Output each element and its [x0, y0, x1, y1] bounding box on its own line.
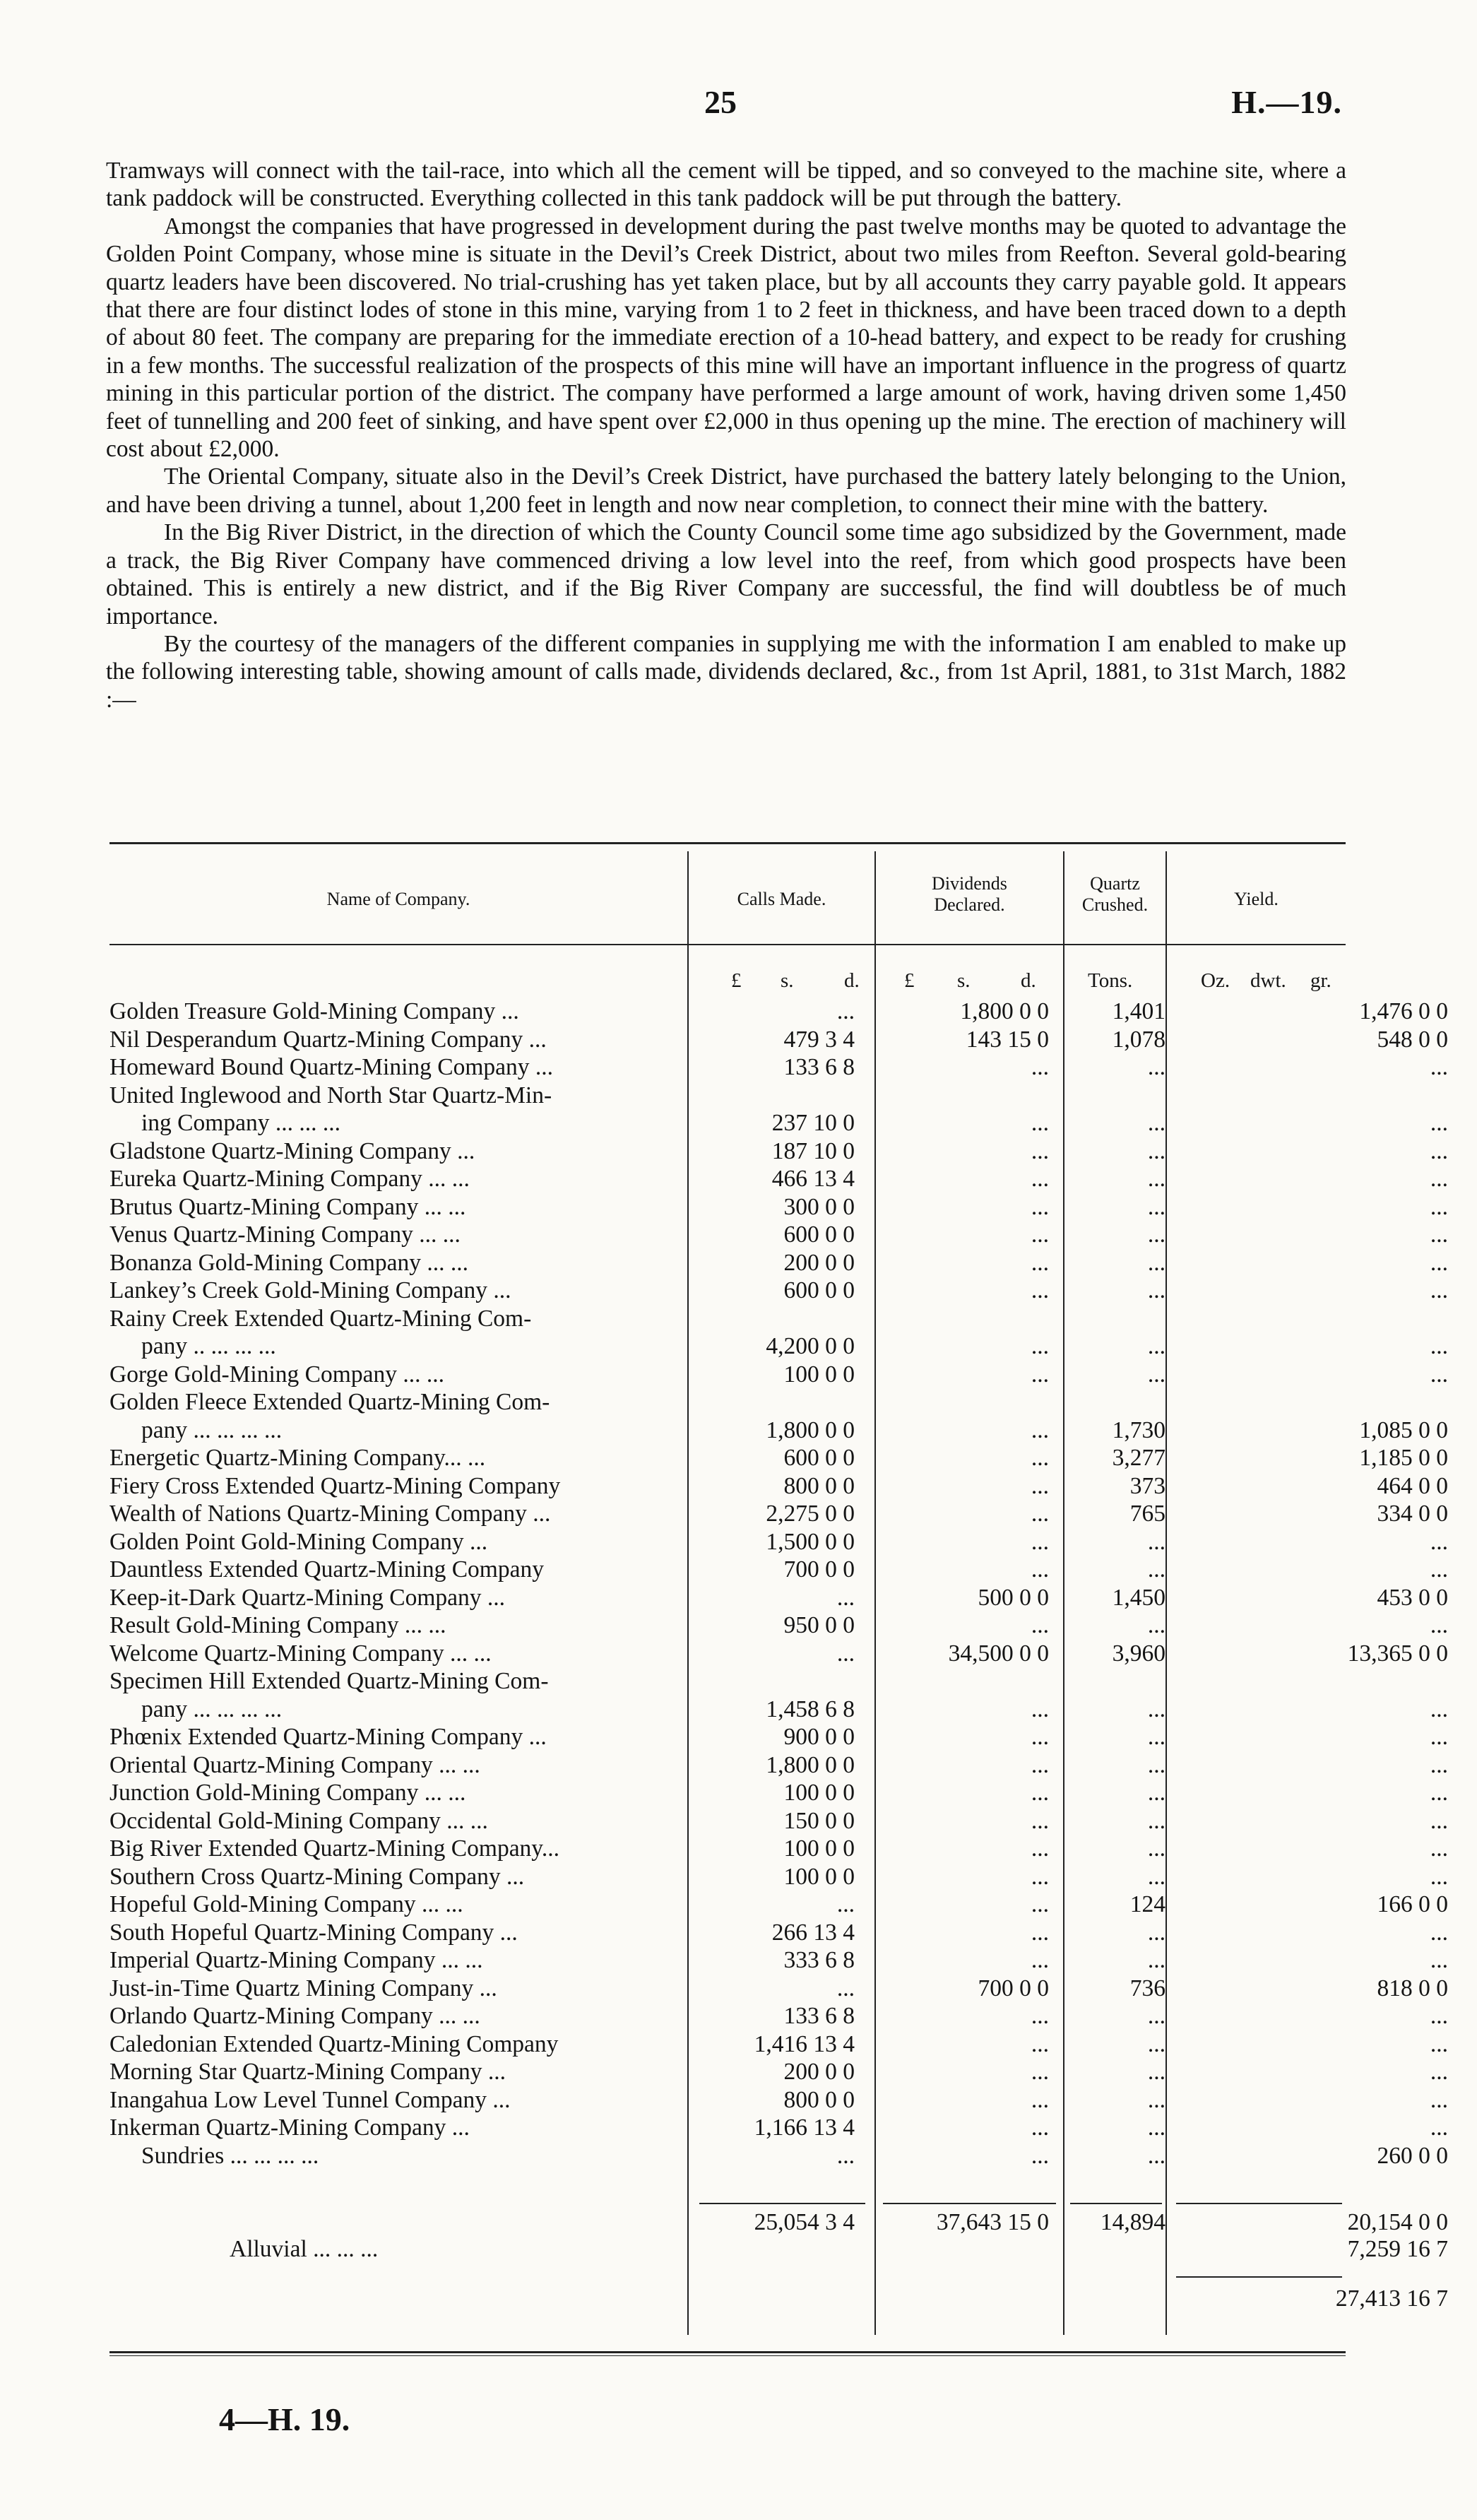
table-row — [109, 1277, 1448, 1305]
company-name: South Hopeful Quartz-Mining Company ... — [109, 1919, 518, 1946]
quartz-cell: ... — [1147, 1137, 1165, 1164]
total-yield: 20,154 0 0 — [1347, 2209, 1448, 2235]
table-row — [109, 1082, 1346, 1110]
table-row — [109, 1891, 1448, 1919]
yield-cell: ... — [1430, 2030, 1448, 2057]
table-header-rule — [109, 944, 1346, 945]
table-row — [109, 1109, 1448, 1137]
company-name: Imperial Quartz-Mining Company ... ... — [109, 1947, 483, 1973]
paragraph: By the courtesy of the managers of the different companies in supplying me with the information I am enabled to make up the following interesting table, showing amount of calls made, dividends declared, &c., from 1st April, 1881, to 31st March, 1882 :— — [106, 630, 1346, 713]
company-name: Eureka Quartz-Mining Company ... ... — [109, 1166, 470, 1192]
yield-cell: 1,476 0 0 — [1359, 998, 1448, 1024]
dividends-cell: 34,500 0 0 — [948, 1640, 1049, 1667]
company-name: pany ... ... ... ... — [141, 1696, 283, 1722]
table-row — [109, 2114, 1448, 2142]
paragraph: Tramways will connect with the tail-race, into which all the cement will be tipped, and so conveyed to the machine site, where a tank paddock will be constructed. Everything collected in this tank paddock will be put through the battery. — [106, 158, 1346, 212]
dividends-cell: 700 0 0 — [978, 1975, 1049, 2001]
calls-cell: 479 3 4 — [783, 1026, 855, 1053]
company-name: Golden Fleece Extended Quartz-Mining Com- — [109, 1389, 550, 1415]
yield-cell: 548 0 0 — [1377, 1026, 1448, 1053]
table-row — [109, 1528, 1448, 1556]
calls-cell: 133 6 8 — [783, 1054, 855, 1080]
dividends-cell: ... — [1031, 1166, 1049, 1192]
calls-cell: 700 0 0 — [783, 1556, 855, 1583]
unit-yield-oz: Oz. — [1201, 969, 1230, 992]
calls-cell: 100 0 0 — [783, 1835, 855, 1862]
signature-footer: 4—H. 19. — [219, 2401, 350, 2437]
company-name: Brutus Quartz-Mining Company ... ... — [109, 1193, 466, 1220]
yield-cell: ... — [1430, 1333, 1448, 1359]
company-name: Fiery Cross Extended Quartz-Mining Company — [109, 1472, 561, 1499]
table-row — [109, 2030, 1448, 2059]
table-row — [109, 1779, 1448, 1807]
yield-cell: ... — [1430, 1249, 1448, 1276]
yield-cell: ... — [1430, 1780, 1448, 1806]
table-row — [109, 1946, 1448, 1975]
yield-cell: 1,185 0 0 — [1359, 1445, 1448, 1471]
quartz-cell: ... — [1147, 1835, 1165, 1862]
quartz-cell: ... — [1147, 1361, 1165, 1388]
dividends-sum-rule — [883, 2203, 1056, 2204]
header-quartz — [1064, 873, 1165, 916]
quartz-cell: ... — [1147, 1166, 1165, 1192]
table-bottom-rule — [109, 2351, 1346, 2353]
calls-cell: ... — [836, 1891, 855, 1917]
unit-yield-dwt: dwt. — [1250, 969, 1286, 992]
calls-cell: 300 0 0 — [783, 1193, 855, 1220]
yield-cell: ... — [1430, 1528, 1448, 1555]
table-row — [109, 1388, 1346, 1416]
calls-cell: ... — [836, 2142, 855, 2169]
table-row — [109, 1193, 1448, 1221]
table-row — [109, 1584, 1448, 1612]
report-reference: H.—19. — [1231, 84, 1342, 120]
dividends-cell: ... — [1031, 1361, 1049, 1388]
calls-cell: 4,200 0 0 — [766, 1333, 855, 1359]
quartz-cell: ... — [1147, 1724, 1165, 1750]
yield-cell: ... — [1430, 1193, 1448, 1220]
calls-cell: 100 0 0 — [783, 1780, 855, 1806]
company-name: Hopeful Gold-Mining Company ... ... — [109, 1891, 463, 1917]
yield-cell: 1,085 0 0 — [1359, 1416, 1448, 1443]
unit-calls-pence: d. — [844, 969, 860, 992]
calls-cell: ... — [836, 1975, 855, 2001]
company-name: Junction Gold-Mining Company ... ... — [109, 1780, 466, 1806]
dividends-cell: ... — [1031, 1612, 1049, 1638]
quartz-cell: ... — [1147, 1528, 1165, 1555]
quartz-cell: 124 — [1129, 1891, 1165, 1917]
company-name: Rainy Creek Extended Quartz-Mining Com- — [109, 1305, 532, 1332]
yield-cell: ... — [1430, 2003, 1448, 2029]
calls-cell: 200 0 0 — [783, 1249, 855, 1276]
company-name: ing Company ... ... ... — [141, 1110, 340, 1136]
yield-cell: ... — [1430, 1919, 1448, 1946]
quartz-cell: ... — [1147, 1193, 1165, 1220]
yield-cell: ... — [1430, 2086, 1448, 2113]
dividends-cell: ... — [1031, 1724, 1049, 1750]
yield-cell: ... — [1430, 1807, 1448, 1834]
yield-cell: ... — [1430, 1137, 1448, 1164]
dividends-cell: ... — [1031, 1472, 1049, 1499]
yield-cell: 818 0 0 — [1377, 1975, 1448, 2001]
dividends-cell: ... — [1031, 1751, 1049, 1778]
grand-total-row — [109, 2285, 1448, 2313]
company-name: Bonanza Gold-Mining Company ... ... — [109, 1249, 469, 1276]
table-row — [109, 1249, 1448, 1277]
quartz-cell: ... — [1147, 1249, 1165, 1276]
header-yield: Yield. — [1234, 889, 1279, 909]
yield-cell: ... — [1430, 1835, 1448, 1862]
table-row — [109, 1416, 1448, 1445]
table-row — [109, 1919, 1448, 1947]
calls-cell: 1,166 13 4 — [754, 2114, 855, 2141]
quartz-cell: 1,730 — [1112, 1416, 1165, 1443]
company-name: Inkerman Quartz-Mining Company ... — [109, 2114, 470, 2141]
paragraph: The Oriental Company, situate also in the Devil’s Creek District, have purchased the battery lately belonging to the Union, and have been driving a tunnel, about 1,200 feet in length and now near completion, to connect their mine with the battery. — [106, 463, 1346, 518]
company-name: pany .. ... ... ... — [141, 1333, 276, 1359]
table-row — [109, 1667, 1346, 1696]
calls-cell: 100 0 0 — [783, 1361, 855, 1388]
calls-cell: 466 13 4 — [771, 1166, 855, 1192]
company-name: Nil Desperandum Quartz-Mining Company ... — [109, 1026, 547, 1053]
calls-cell: 800 0 0 — [783, 1472, 855, 1499]
calls-cell: 2,275 0 0 — [766, 1501, 855, 1527]
table-row — [109, 1221, 1448, 1249]
company-name: Wealth of Nations Quartz-Mining Company ... — [109, 1501, 551, 1527]
calls-cell: 200 0 0 — [783, 2059, 855, 2085]
yield-cell: ... — [1430, 1947, 1448, 1973]
calls-cell: 1,416 13 4 — [754, 2030, 855, 2057]
table-row — [109, 1053, 1448, 1082]
calls-sum-rule — [699, 2203, 865, 2204]
quartz-cell: 1,450 — [1112, 1584, 1165, 1611]
company-name: Lankey’s Creek Gold-Mining Company ... — [109, 1277, 511, 1303]
dividends-cell: ... — [1031, 1416, 1049, 1443]
company-name: Keep-it-Dark Quartz-Mining Company ... — [109, 1584, 506, 1611]
company-name: Big River Extended Quartz-Mining Company... — [109, 1835, 560, 1862]
company-name: pany ... ... ... ... — [141, 1416, 283, 1443]
yield-cell: 260 0 0 — [1377, 2142, 1448, 2169]
dividends-cell: 143 15 0 — [966, 1026, 1049, 1053]
yield-cell: ... — [1430, 1556, 1448, 1583]
quartz-cell: ... — [1147, 1221, 1165, 1248]
yield-sum-rule — [1176, 2203, 1342, 2204]
dividends-cell: ... — [1031, 1863, 1049, 1890]
yield-cell: ... — [1430, 1696, 1448, 1722]
body-text — [106, 157, 1346, 714]
company-name: Gorge Gold-Mining Company ... ... — [109, 1361, 444, 1388]
company-name: Homeward Bound Quartz-Mining Company ... — [109, 1054, 554, 1080]
quartz-cell: 1,401 — [1112, 998, 1165, 1024]
alluvial-yield: 7,259 16 7 — [1347, 2236, 1448, 2262]
calls-cell: 150 0 0 — [783, 1807, 855, 1834]
dividends-cell: ... — [1031, 1221, 1049, 1248]
dividends-cell: ... — [1031, 1054, 1049, 1080]
table-row — [109, 1556, 1448, 1584]
quartz-cell: ... — [1147, 2003, 1165, 2029]
total-calls: 25,054 3 4 — [754, 2209, 855, 2235]
dividends-cell: ... — [1031, 1110, 1049, 1136]
yield-cell: ... — [1430, 1277, 1448, 1303]
table-row — [109, 2086, 1448, 2114]
table-row — [109, 1611, 1448, 1640]
company-name: Golden Treasure Gold-Mining Company ... — [109, 998, 519, 1024]
company-name: Caledonian Extended Quartz-Mining Company — [109, 2030, 559, 2057]
dividends-cell: ... — [1031, 1193, 1049, 1220]
dividends-cell: ... — [1031, 1277, 1049, 1303]
quartz-cell: ... — [1147, 1947, 1165, 1973]
quartz-cell: ... — [1147, 1054, 1165, 1080]
dividends-cell: ... — [1031, 2114, 1049, 2141]
table-bottom-rule-inner — [109, 2355, 1346, 2356]
company-name: Morning Star Quartz-Mining Company ... — [109, 2059, 506, 2085]
dividends-cell: ... — [1031, 1696, 1049, 1722]
dividends-cell: ... — [1031, 1137, 1049, 1164]
company-name: Inangahua Low Level Tunnel Company ... — [109, 2086, 511, 2113]
total-dividends: 37,643 15 0 — [936, 2209, 1049, 2235]
calls-cell: 187 10 0 — [771, 1137, 855, 1164]
quartz-cell: ... — [1147, 2142, 1165, 2169]
quartz-cell: ... — [1147, 1696, 1165, 1722]
dividends-cell: ... — [1031, 1249, 1049, 1276]
company-name: Venus Quartz-Mining Company ... ... — [109, 1221, 461, 1248]
quartz-sum-rule — [1070, 2203, 1162, 2204]
table-row — [109, 1807, 1448, 1835]
company-name: Result Gold-Mining Company ... ... — [109, 1612, 446, 1638]
calls-cell: 800 0 0 — [783, 2086, 855, 2113]
quartz-cell: ... — [1147, 2086, 1165, 2113]
quartz-cell: ... — [1147, 1863, 1165, 1890]
quartz-cell: ... — [1147, 1612, 1165, 1638]
company-name: Occidental Gold-Mining Company ... ... — [109, 1807, 488, 1834]
quartz-cell: ... — [1147, 1333, 1165, 1359]
table-row — [109, 1361, 1448, 1389]
calls-cell: ... — [836, 998, 855, 1024]
dividends-cell: ... — [1031, 1835, 1049, 1862]
paragraph: In the Big River District, in the direction of which the County Council some time ago subsidized by the Government, made a track, the Big River Company have commenced driving a low level into the reef, from which good prospects have been obtained. This is entirely a new district, and if the Big River Company are successful, the find will doubtless be of much importance. — [106, 519, 1346, 629]
table-top-rule — [109, 842, 1346, 844]
units-row — [109, 969, 1346, 995]
alluvial-label: Alluvial ... ... ... — [230, 2236, 379, 2262]
yield-cell: ... — [1430, 1221, 1448, 1248]
calls-cell: 900 0 0 — [783, 1724, 855, 1750]
header-name: Name of Company. — [326, 889, 470, 909]
company-name: United Inglewood and North Star Quartz-Min- — [109, 1082, 552, 1108]
dividends-cell: ... — [1031, 1445, 1049, 1471]
company-name: Orlando Quartz-Mining Company ... ... — [109, 2003, 480, 2029]
company-name: Specimen Hill Extended Quartz-Mining Com- — [109, 1668, 549, 1694]
company-name: Oriental Quartz-Mining Company ... ... — [109, 1751, 480, 1778]
yield-cell: 464 0 0 — [1377, 1472, 1448, 1499]
table-row — [109, 1640, 1448, 1668]
dividends-cell: 1,800 0 0 — [960, 998, 1049, 1024]
yield-cell: 166 0 0 — [1377, 1891, 1448, 1917]
table-row — [109, 998, 1448, 1026]
unit-div-shillings: s. — [957, 969, 971, 992]
company-name: Southern Cross Quartz-Mining Company ... — [109, 1863, 525, 1890]
calls-cell: 950 0 0 — [783, 1612, 855, 1638]
quartz-cell: ... — [1147, 1556, 1165, 1583]
totals-row — [109, 2208, 1448, 2237]
company-name: Dauntless Extended Quartz-Mining Company — [109, 1556, 544, 1583]
dividends-cell: ... — [1031, 1333, 1049, 1359]
dividends-cell: ... — [1031, 1528, 1049, 1555]
dividends-cell: ... — [1031, 1780, 1049, 1806]
yield-cell: 13,365 0 0 — [1347, 1640, 1448, 1667]
dividends-cell: 500 0 0 — [978, 1584, 1049, 1611]
unit-div-pence: d. — [1021, 969, 1036, 992]
calls-cell: 1,458 6 8 — [766, 1696, 855, 1722]
unit-calls-pounds: £ — [731, 969, 742, 992]
quartz-cell: ... — [1147, 1919, 1165, 1946]
dividends-cell: ... — [1031, 2059, 1049, 2085]
yield-cell: ... — [1430, 1724, 1448, 1750]
calls-cell: 266 13 4 — [771, 1919, 855, 1946]
yield-cell: ... — [1430, 1166, 1448, 1192]
table-row — [109, 1835, 1448, 1863]
quartz-cell: ... — [1147, 2114, 1165, 2141]
quartz-cell: ... — [1147, 1110, 1165, 1136]
calls-cell: 333 6 8 — [783, 1947, 855, 1973]
company-name: Welcome Quartz-Mining Company ... ... — [109, 1640, 492, 1667]
quartz-cell: ... — [1147, 1277, 1165, 1303]
quartz-cell: 765 — [1129, 1501, 1165, 1527]
calls-cell: ... — [836, 1640, 855, 1667]
unit-calls-shillings: s. — [781, 969, 794, 992]
table-row — [109, 1332, 1448, 1361]
yield-cell: ... — [1430, 1361, 1448, 1388]
table-row — [109, 1137, 1448, 1166]
calls-cell: 1,500 0 0 — [766, 1528, 855, 1555]
table-row — [109, 1026, 1448, 1054]
company-name: Energetic Quartz-Mining Company... ... — [109, 1445, 486, 1471]
unit-quartz: Tons. — [1088, 969, 1133, 992]
grand-total-yield: 27,413 16 7 — [1335, 2285, 1448, 2312]
header-dividends-line: Dividends — [932, 873, 1007, 894]
calls-cell: 1,800 0 0 — [766, 1416, 855, 1443]
yield-cell: ... — [1430, 1612, 1448, 1638]
company-name: Phœnix Extended Quartz-Mining Company ... — [109, 1724, 547, 1750]
quartz-cell: 736 — [1129, 1975, 1165, 2001]
table-row — [109, 2142, 1448, 2170]
quartz-cell: ... — [1147, 1751, 1165, 1778]
company-name: Golden Point Gold-Mining Company ... — [109, 1528, 488, 1555]
header-calls: Calls Made. — [737, 889, 826, 909]
total-quartz: 14,894 — [1100, 2209, 1165, 2235]
header-dividends — [876, 873, 1063, 916]
page-number: 25 — [704, 84, 737, 120]
table-row — [109, 2002, 1448, 2030]
quartz-cell: 3,960 — [1112, 1640, 1165, 1667]
calls-cell: 600 0 0 — [783, 1277, 855, 1303]
table-row — [109, 1863, 1448, 1891]
yield-cell: ... — [1430, 2059, 1448, 2085]
quartz-cell: 1,078 — [1112, 1026, 1165, 1053]
dividends-cell: ... — [1031, 1501, 1049, 1527]
quartz-cell: ... — [1147, 1780, 1165, 1806]
company-name: Gladstone Quartz-Mining Company ... — [109, 1137, 475, 1164]
header-dividends-line: Declared. — [934, 894, 1005, 915]
quartz-cell: 373 — [1129, 1472, 1165, 1499]
table-row — [109, 1165, 1448, 1193]
grand-total-rule — [1176, 2276, 1342, 2278]
table-row — [109, 1696, 1448, 1724]
yield-cell: 453 0 0 — [1377, 1584, 1448, 1611]
dividends-cell: ... — [1031, 1947, 1049, 1973]
calls-cell: 600 0 0 — [783, 1221, 855, 1248]
table-row — [109, 2058, 1448, 2086]
calls-cell: 600 0 0 — [783, 1445, 855, 1471]
table-row — [109, 1305, 1346, 1333]
calls-cell: 100 0 0 — [783, 1863, 855, 1890]
yield-cell: ... — [1430, 1110, 1448, 1136]
dividends-cell: ... — [1031, 1919, 1049, 1946]
header-quartz-line: Quartz — [1090, 873, 1140, 894]
dividends-cell: ... — [1031, 2086, 1049, 2113]
company-name: Sundries ... ... ... ... — [141, 2142, 319, 2169]
dividends-cell: ... — [1031, 1556, 1049, 1583]
unit-div-pounds: £ — [904, 969, 915, 992]
quartz-cell: ... — [1147, 2030, 1165, 2057]
table-row — [109, 1975, 1448, 2003]
table-row — [109, 1723, 1448, 1751]
yield-cell: ... — [1430, 1751, 1448, 1778]
dividends-cell: ... — [1031, 2142, 1049, 2169]
dividends-cell: ... — [1031, 2003, 1049, 2029]
quartz-cell: ... — [1147, 1807, 1165, 1834]
calls-cell: 237 10 0 — [771, 1110, 855, 1136]
yield-cell: ... — [1430, 1863, 1448, 1890]
header-quartz-line: Crushed. — [1081, 894, 1149, 915]
table-row — [109, 1444, 1448, 1472]
dividends-cell: ... — [1031, 1807, 1049, 1834]
yield-cell: ... — [1430, 1054, 1448, 1080]
company-name: Just-in-Time Quartz Mining Company ... — [109, 1975, 497, 2001]
yield-cell: ... — [1430, 2114, 1448, 2141]
dividends-cell: ... — [1031, 1891, 1049, 1917]
table-row — [109, 1472, 1448, 1501]
calls-cell: 1,800 0 0 — [766, 1751, 855, 1778]
alluvial-row — [109, 2235, 1448, 2264]
unit-yield-gr: gr. — [1310, 969, 1331, 992]
yield-cell: 334 0 0 — [1377, 1501, 1448, 1527]
table-row — [109, 1500, 1448, 1528]
quartz-cell: ... — [1147, 2059, 1165, 2085]
table-row — [109, 1751, 1448, 1780]
calls-cell: ... — [836, 1584, 855, 1611]
dividends-cell: ... — [1031, 2030, 1049, 2057]
quartz-cell: 3,277 — [1112, 1445, 1165, 1471]
calls-cell: 133 6 8 — [783, 2003, 855, 2029]
paragraph: Amongst the companies that have progressed in development during the past twelve months may be quoted to advantage the Golden Point Company, whose mine is situate in the Devil’s Creek District, about two miles from Reefton. Several gold-bearing quartz leaders have been discovered. No trial-crushing has yet taken place, but by all accounts they carry payable gold. It appears that there are four distinct lodes of stone in this mine, varying from 1 to 2 feet in thickness, and have been traced down to a depth of about 80 feet. The company are preparing for the immediate erection of a 10-head battery, and expect to be ready for crushing in a few months. The successful realization of the prospects of this mine will have an important influence in the progress of quartz mining in this particular portion of the district. The company have performed a large amount of work, having driven some 1,450 feet of tunnelling and 200 feet of sinking, and have spent over £2,000 in thus opening up the mine. The erection of machinery will cost about £2,000. — [106, 213, 1346, 463]
